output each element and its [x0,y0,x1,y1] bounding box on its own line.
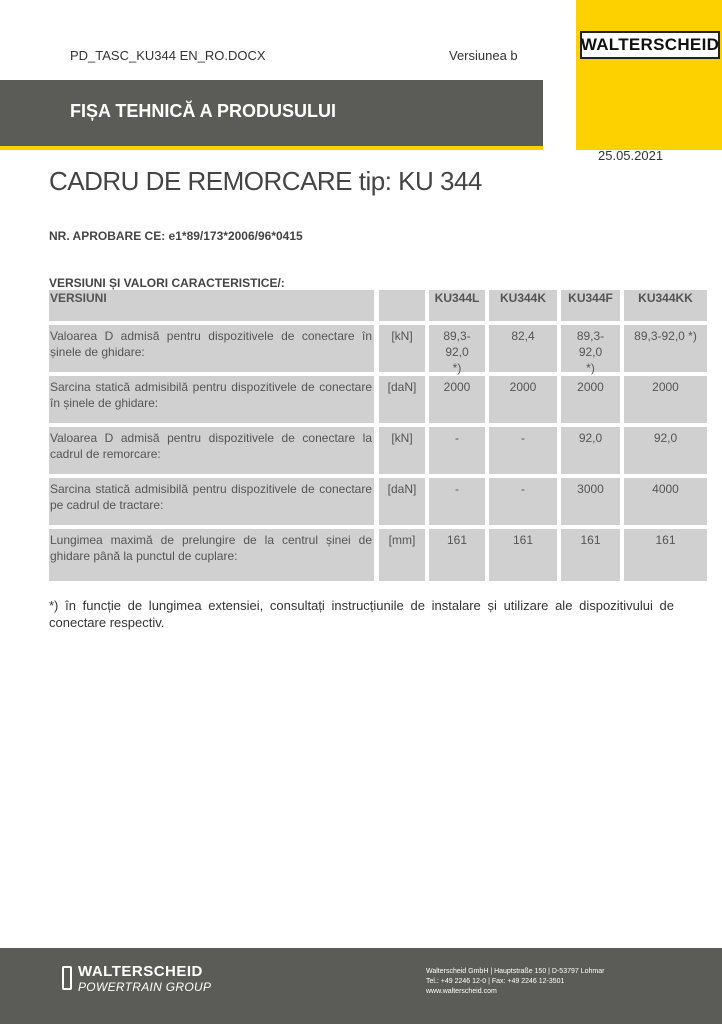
table-cell-value: 89,3-92,0 *) [561,325,620,372]
table-cell-value: 4000 [624,478,707,525]
document-code: PD_TASC_KU344 EN_RO.DOCX [70,48,266,63]
table-row-description: Sarcina statică admisibilă pentru dispozitivele de conectare în șinele de ghidare: [49,376,374,423]
table-row-unit: [daN] [379,478,425,525]
section-title: VERSIUNI ȘI VALORI CARACTERISTICE/: [49,276,285,290]
table-header-unit [379,290,425,321]
datasheet-heading: FIȘA TEHNICĂ A PRODUSULUI [70,101,337,121]
column-header: KU344L [429,290,485,321]
footer-phone: Tel.: +49 2246 12-0 | Fax: +49 2246 12-3501 [426,978,565,985]
footer-contact [426,967,604,997]
table-cell-value: - [429,427,485,474]
table-row-description: Lungimea maximă de prelungire de la centrul șinei de ghidare până la punctul de cuplare: [49,529,374,581]
table-cell-value: 161 [561,529,620,581]
column-header: KU344K [489,290,557,321]
logo-panel [576,0,722,150]
document-version: Versiunea b [449,48,518,63]
table-cell-value: 161 [489,529,557,581]
brand-logo: WALTERSCHEID [580,31,720,59]
table-cell-value: - [489,478,557,525]
table-cell-value: 3000 [561,478,620,525]
table-cell-value: 2000 [489,376,557,423]
table-cell-value: 161 [624,529,707,581]
table-cell-value: 82,4 [489,325,557,372]
footer-website[interactable]: www.walterscheid.com [426,988,497,995]
table-cell-value: 2000 [561,376,620,423]
footer-brand-name: WALTERSCHEID [78,963,203,980]
table-cell-value: 92,0 [624,427,707,474]
table-row-unit: [daN] [379,376,425,423]
logo-strip [576,29,722,61]
table-cell-value: 2000 [624,376,707,423]
table-row-unit: [mm] [379,529,425,581]
table-header-label: VERSIUNI [49,290,374,321]
table-cell-value: 92,0 [561,427,620,474]
title-band-accent [0,146,543,150]
table-row-description: Sarcina statică admisibilă pentru dispozitivele de conectare pe cadrul de tractare: [49,478,374,525]
table-cell-value: 161 [429,529,485,581]
table-cell-value: 89,3-92,0 *) [624,325,707,372]
table-cell-value: 89,3-92,0 *) [429,325,485,372]
footer-brand [62,963,211,994]
table-cell-value: - [489,427,557,474]
product-title: CADRU DE REMORCARE tip: KU 344 [49,166,482,196]
table-row-unit: [kN] [379,427,425,474]
footnote: *) în funcție de lungimea extensiei, consultați instrucțiunile de instalare și utilizare ale dispozitivului de conectare respectiv. [49,598,674,630]
column-header: KU344F [561,290,620,321]
footer-address: Walterscheid GmbH | Hauptstraße 150 | D-53797 Lohmar [426,968,605,975]
table-cell-value: 2000 [429,376,485,423]
table-cell-value: - [429,478,485,525]
table-row-description: Valoarea D admisă pentru dispozitivele de conectare la cadrul de remorcare: [49,427,374,474]
column-header: KU344KK [624,290,707,321]
table-row-unit: [kN] [379,325,425,372]
approval-number: NR. APROBARE CE: e1*89/173*2006/96*0415 [49,229,303,243]
footer-logo-mark [62,966,72,990]
table-row-description: Valoarea D admisă pentru dispozitivele de conectare în șinele de ghidare: [49,325,374,372]
footer-brand-subtitle: POWERTRAIN GROUP [78,980,212,994]
document-date: 25.05.2021 [598,148,664,163]
